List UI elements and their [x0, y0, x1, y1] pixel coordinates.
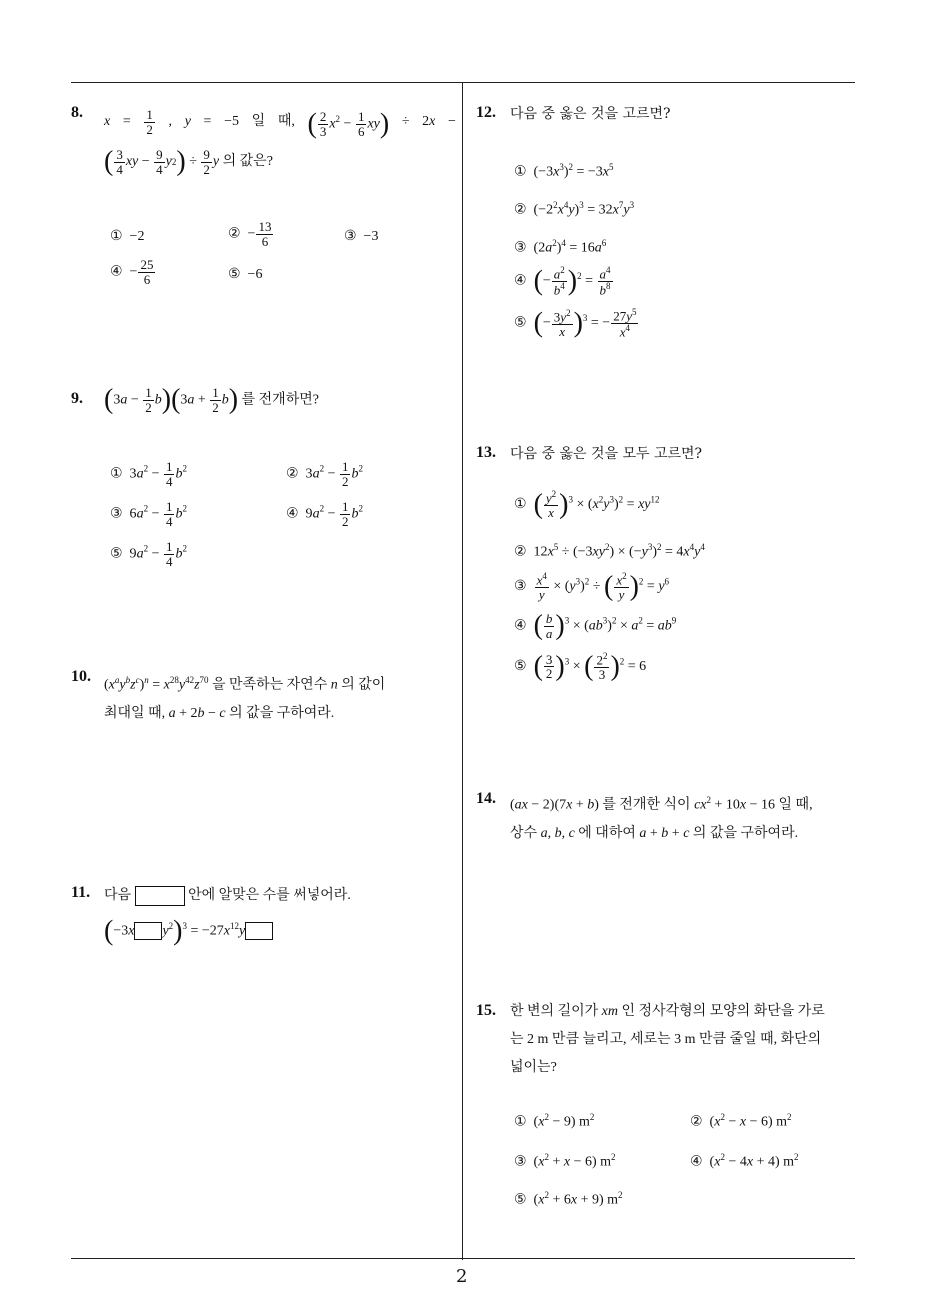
- question-text: [104, 882, 351, 910]
- option-5[interactable]: ⑤ −6: [228, 267, 263, 282]
- question-line-1: 한 변의 길이가 xm 인 정사각형의 모양의 화단을 가로: [510, 1004, 825, 1019]
- option-1[interactable]: ① $3a^2$ − $\frac{1}{4}$ $b^2$: [110, 459, 187, 489]
- question-number: 14.: [476, 790, 496, 807]
- question-number: 13.: [476, 444, 496, 461]
- option-4[interactable]: ④ $(x^2 - 4x + 4)$ $m^2$: [690, 1152, 799, 1170]
- top-rule: [71, 82, 855, 83]
- question-text-after: 안에 알맞은 수를 써넣어라.: [188, 888, 351, 903]
- question-text-before: 다음: [104, 888, 132, 903]
- option-3[interactable]: ③ $(x^2 + x - 6)$ $m^2$: [514, 1152, 616, 1170]
- option-3[interactable]: ③ −3: [344, 229, 379, 244]
- option-3[interactable]: ③ $(2a^2)^4 = 16a^6$: [514, 238, 607, 256]
- option-5[interactable]: ⑤ $(x^2 + 6x + 9)$ $m^2$: [514, 1190, 623, 1208]
- question-text: 다음 중 옳은 것을 모두 고르면?: [510, 446, 703, 462]
- option-3[interactable]: ③ $6a^2$ − $\frac{1}{4}$ $b^2$: [110, 499, 187, 529]
- blank-box: [135, 886, 185, 906]
- option-2[interactable]: ② $(x^2 - x - 6)$ $m^2$: [690, 1112, 792, 1130]
- option-1[interactable]: ① $(x^2 - 9)$ $m^2$: [514, 1112, 595, 1130]
- option-1[interactable]: ① −2: [110, 229, 145, 244]
- bottom-rule: [71, 1258, 855, 1259]
- option-2[interactable]: ② $(-2^2x^4y)^3 = 32x^7y^3$: [514, 200, 635, 218]
- question-number: 12.: [476, 104, 496, 121]
- blank-input[interactable]: [134, 922, 162, 940]
- question-number: 15.: [476, 1002, 496, 1019]
- option-4[interactable]: ④ − $\frac{25}{6}$: [110, 257, 154, 287]
- question-number: 8.: [71, 104, 83, 121]
- question-line-2: 상수 a, b, c 에 대하여 a + b + c 의 값을 구하여라.: [510, 825, 799, 841]
- option-4[interactable]: ④ ( $\frac{b}{a}$ )$^3 \times (ab^3)^2 \times a^2 = ab^9$: [514, 610, 677, 642]
- question-text: [510, 786, 813, 848]
- question-number: 9.: [71, 390, 83, 407]
- question-expression: (−3x $y^2)^3 = -27x^{12}y$: [104, 912, 273, 946]
- option-4[interactable]: ④ (− $\frac{a^2}{b^4}$ )$^2$ = $\frac{a^4}{b^8}$: [514, 265, 611, 298]
- option-5[interactable]: ⑤ (− $\frac{3y^2}{x}$ )$^3$ = − $\frac{27y^5}{x^4}$: [514, 307, 637, 340]
- option-5[interactable]: ⑤ $9a^2$ − $\frac{1}{4}$ $b^2$: [110, 539, 187, 569]
- question-text: (3a − $\frac{1}{2}$ b)(3a + $\frac{1}{2}$ b) 를 전개하면?: [104, 384, 319, 416]
- option-1[interactable]: ① ( $\frac{y^2}{x}$ )$^3 \times (x^2y^3)^2 = xy^{12}$: [514, 488, 660, 520]
- question-text: [510, 998, 825, 1082]
- question-number: 11.: [71, 884, 91, 901]
- option-2[interactable]: ② $12x^5 \div (-3xy^2) \times (-y^3)^2 = 4x^4y^4$: [514, 542, 705, 560]
- column-divider: [462, 82, 463, 1260]
- option-2[interactable]: ② − $\frac{13}{6}$: [228, 219, 272, 249]
- question-line-1: (ax − 2)(7x + b) 를 전개한 식이 $cx^2 + 10x - 16$ 일 때,: [510, 795, 813, 813]
- question-line-2: 최대일 때, a + 2b − c 의 값을 구하여라.: [104, 705, 335, 721]
- question-line-2: 는 2 m 만큼 늘리고, 세로는 3 m 만큼 줄일 때, 화단의: [510, 1032, 822, 1047]
- question-number: 10.: [71, 668, 91, 685]
- option-4[interactable]: ④ $9a^2$ − $\frac{1}{2}$ $b^2$: [286, 499, 363, 529]
- option-1[interactable]: ① $(-3x^3)^2 = -3x^5$: [514, 162, 614, 180]
- question-text: x = $\frac{1}{2}$ , y = −5 일 때, ( $\frac{2}{3}$ $x^2$ − $\frac{1}{6}$ xy) ÷ 2x − ( $\frac{3}{4}$ xy − $\frac{9}{4}$ y 2 ) ÷ $\frac{9}{2}$ y 의 값은?: [104, 106, 456, 177]
- question-text: 다음 중 옳은 것을 고르면?: [510, 106, 671, 122]
- option-5[interactable]: ⑤ ( $\frac{3}{2}$ )$^3$ × ( $\frac{2^2}{3}$ )$^2$ = 6: [514, 650, 647, 682]
- page-number: 2: [456, 1266, 468, 1287]
- option-2[interactable]: ② $3a^2$ − $\frac{1}{2}$ $b^2$: [286, 459, 363, 489]
- option-3[interactable]: ③ $\frac{x^4}{y}$ × $(y^3)^2$ ÷ ( $\frac{x^2}{y}$ )$^2 = y^6$: [514, 570, 670, 602]
- blank-input[interactable]: [245, 922, 273, 940]
- question-line-3: 넓이는?: [510, 1060, 557, 1075]
- question-line-1: $(x^ay^bz^c)^n = x^{28}y^{42}z^{70}$ 을 만족하는 자연수 n 의 값이: [104, 675, 386, 693]
- question-text: [104, 666, 385, 728]
